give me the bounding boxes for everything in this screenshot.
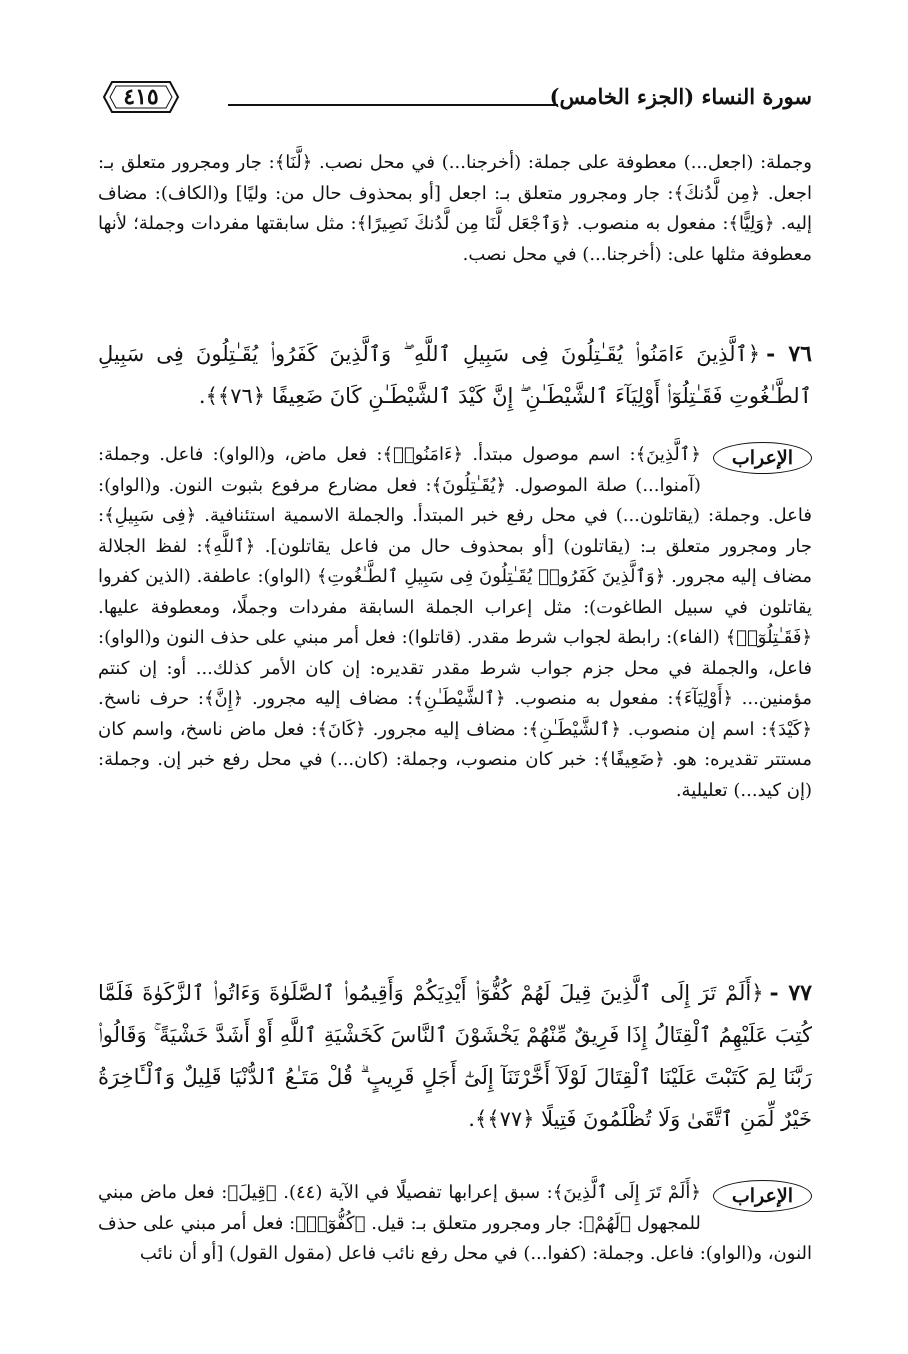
page-number-badge xyxy=(102,80,180,114)
irab-paragraph: ﴿أَلَمْ تَرَ إِلَى ٱلَّذِينَ﴾: سبق إعرابها تفصيلًا في الآية (٤٤). ﴿قِيلَ﴾: فعل ماض مبني للمجهول ﴿لَهُمْ﴾: جار ومجرور متعلق بـ: قيل. ﴿كُفُّوٓا۟﴾: فعل أمر مبني على حذف النون، و(الواو): فاعل. وجملة: (كفوا...) في محل رفع نائب فاعل (مقول القول) [أو أن نائب xyxy=(98,1182,812,1264)
running-title: سورة النساء (الجزء الخامس) xyxy=(549,84,812,109)
page-number: ٤١٥ xyxy=(123,84,159,110)
irab-block-76 xyxy=(98,440,812,806)
commentary-block-1 xyxy=(98,148,812,270)
irab-paragraph: ﴿ٱلَّذِينَ﴾: اسم موصول مبتدأ. ﴿ءَامَنُوا۟﴾: فعل ماض، و(الواو): فاعل. وجملة: (آمنوا...) صلة الموصول. ﴿يُقَـٰتِلُونَ﴾: فعل مضارع مرفوع بثبوت النون. و(الواو): فاعل. وجملة: (يقاتلون...) في محل رفع خبر المبتدأ. والجملة الاسمية استئنافية. ﴿فِى سَبِيلِ﴾: جار ومجرور متعلق بـ: (يقاتلون) [أو بمحذوف حال من فاعل يقاتلون]. ﴿ٱللَّهِ﴾: لفظ الجلالة مضاف إليه مجرور. ﴿وَٱلَّذِينَ كَفَرُوا۟ يُقَـٰتِلُونَ فِى سَبِيلِ ٱلطَّـٰغُوتِ﴾ (الواو): عاطفة. (الذين كفروا يقاتلون في سبيل الطاغوت): مثل إعراب الجملة السابقة مفردات وجملًا، ومعطوفة عليها. ﴿فَقَـٰتِلُوٓا۟﴾ (الفاء): رابطة لجواب شرط مقدر. (قاتلوا): فعل أمر مبني على حذف النون و(الواو): فاعل، والجملة في محل جزم جواب شرط مقدر تقديره: إن كان الأمر كذلك... أو: إن كنتم مؤمنين... ﴿أَوْلِيَآءَ﴾: مفعول به منصوب. ﴿ٱلشَّيْطَـٰنِ﴾: مضاف إليه مجرور. ﴿إِنَّ﴾: حرف ناسخ. ﴿كَيْدَ﴾: اسم إن منصوب. ﴿ٱلشَّيْطَـٰنِ﴾: مضاف إليه مجرور. ﴿كَانَ﴾: فعل ماض ناسخ، واسم كان مستتر تقديره: هو. ﴿ضَعِيفًا﴾: خبر كان منصوب، وجملة: (كان...) في محل رفع خبر إن. وجملة: (إن كيد...) تعليلية. xyxy=(98,444,812,801)
commentary-paragraph: وجملة: (اجعل...) معطوفة على جملة: (أخرجنا...) في محل نصب. ﴿لَّنَا﴾: جار ومجرور متعلق بـ: اجعل. ﴿مِن لَّدُنكَ﴾: جار ومجرور متعلق بـ: اجعل [أو بمحذوف حال من: وليًا] و(الكاف): مضاف إليه. ﴿وَلِيًّا﴾: مفعول به منصوب. ﴿وَٱجْعَل لَّنَا مِن لَّدُنكَ نَصِيرًا﴾: مثل سابقتها مفردات وجملة؛ لأنها معطوفة مثلها على: (أخرجنا...) في محل نصب. xyxy=(98,152,812,265)
irab-block-77 xyxy=(98,1178,812,1270)
verse-76 xyxy=(98,333,812,417)
verse-number: ٧٧ - xyxy=(769,980,812,1006)
irab-badge: الإعراب xyxy=(713,442,812,474)
irab-badge: الإعراب xyxy=(713,1180,812,1212)
header-rule xyxy=(228,104,558,106)
verse-text: ﴿أَلَمْ تَرَ إِلَى ٱلَّذِينَ قِيلَ لَهُمْ كُفُّوٓا۟ أَيْدِيَكُمْ وَأَقِيمُوا۟ ٱلصَّلَوٰةَ وَءَاتُوا۟ ٱلزَّكَوٰةَ فَلَمَّا كُتِبَ عَلَيْهِمُ ٱلْقِتَالُ إِذَا فَرِيقٌ مِّنْهُمْ يَخْشَوْنَ ٱلنَّاسَ كَخَشْيَةِ ٱللَّهِ أَوْ أَشَدَّ خَشْيَةً ۚ وَقَالُوا۟ رَبَّنَا لِمَ كَتَبْتَ عَلَيْنَا ٱلْقِتَالَ لَوْلَآ أَخَّرْتَنَآ إِلَىٰٓ أَجَلٍ قَرِيبٍ ۗ قُلْ مَتَـٰعُ ٱلدُّنْيَا قَلِيلٌ وَٱلْـَٔاخِرَةُ خَيْرٌ لِّمَنِ ٱتَّقَىٰ وَلَا تُظْلَمُونَ فَتِيلًا ﴿٧٧﴾﴾. xyxy=(98,981,812,1131)
page-header xyxy=(98,74,812,124)
verse-number: ٧٦ - xyxy=(766,341,812,367)
verse-text: ﴿ٱلَّذِينَ ءَامَنُوا۟ يُقَـٰتِلُونَ فِى سَبِيلِ ٱللَّهِ ۖ وَٱلَّذِينَ كَفَرُوا۟ يُقَـٰتِلُونَ فِى سَبِيلِ ٱلطَّـٰغُوتِ فَقَـٰتِلُوٓا۟ أَوْلِيَآءَ ٱلشَّيْطَـٰنِ ۖ إِنَّ كَيْدَ ٱلشَّيْطَـٰنِ كَانَ ضَعِيفًا ﴿٧٦﴾﴾. xyxy=(98,342,812,408)
verse-77 xyxy=(98,972,812,1140)
